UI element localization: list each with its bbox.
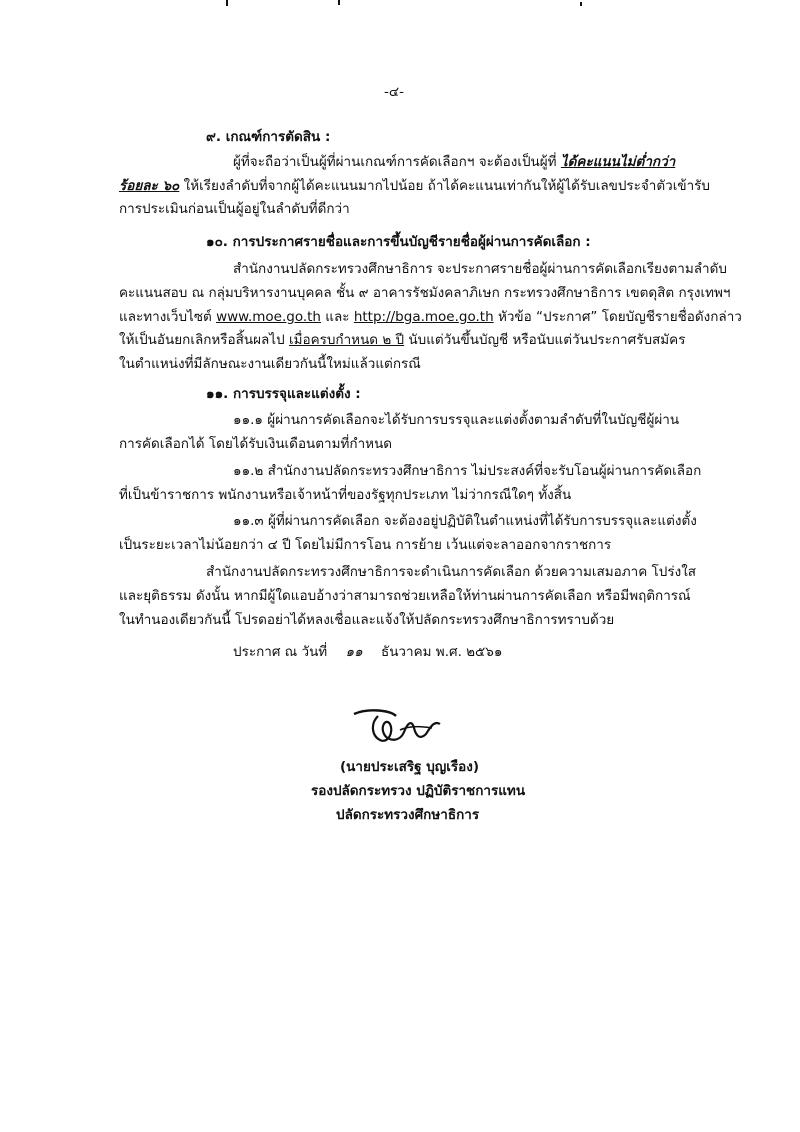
section-10-heading: ๑๐. การประกาศรายชื่อและการขึ้นบัญชีรายชื่อผู้ผ่านการคัดเลือก : (206, 234, 591, 250)
section-10-text: ให้เป็นอันยกเลิกหรือสิ้นผลไป (119, 332, 285, 348)
announcement-date (233, 643, 502, 661)
section-10-line-2: คะแนนสอบ ณ กลุ่มบริหารงานบุคคล ชั้น ๙ อาคารรัชมังคลาภิเษก กระทรวงศึกษาธิการ เขตดุสิต กรุงเทพฯ (119, 285, 731, 301)
section-9-emphasis: ได้คะแนนไม่ต่ำกว่า (560, 154, 676, 170)
section-10-period: เมื่อครบกำหนด ๒ ปี (288, 332, 405, 348)
section-11-item-3-line-1: ๑๑.๓ ผู้ที่ผ่านการคัดเลือก จะต้องอยู่ปฏิบัติในตำแหน่งที่ได้รับการบรรจุและแต่งตั้ง (233, 513, 697, 529)
section-10-line-3 (119, 308, 742, 326)
signature-image (350, 706, 450, 750)
closing-line-2: และยุติธรรม ดังนั้น หากมีผู้ใดแอบอ้างว่าสามารถช่วยเหลือให้ท่านผ่านการคัดเลือก หรือมีพฤติการณ์ (119, 588, 691, 604)
section-10-line-5: ในตำแหน่งที่มีลักษณะงานเดียวกันนี้ใหม่แล้วแต่กรณี (119, 356, 421, 372)
signatory-name: (นายประเสริฐ บุญเรือง) (340, 759, 480, 775)
section-9-text: ให้เรียงลำดับที่จากผู้ได้คะแนนมากไปน้อย ถ้าได้คะแนนเท่ากันให้ผู้ได้รับเลขประจำตัวเข้ารับ (183, 178, 710, 194)
website-link-bga[interactable]: http://bga.moe.go.th (353, 309, 494, 325)
section-9-emphasis-percent: ร้อยละ ๖๐ (119, 178, 180, 194)
signatory-title-1: รองปลัดกระทรวง ปฏิบัติราชการแทน (311, 783, 526, 799)
section-11-item-1-line-2: การคัดเลือกได้ โดยได้รับเงินเดือนตามที่กำหนด (119, 436, 393, 452)
section-10-text: หัวข้อ “ประกาศ” โดยบัญชีรายชื่อดังกล่าว (497, 309, 742, 325)
announcement-day: ๑๑ (345, 644, 363, 660)
announcement-label: ประกาศ ณ วันที่ (233, 644, 328, 660)
section-9-line-2 (119, 177, 710, 195)
section-11-item-3-line-2: เป็นระยะเวลาไม่น้อยกว่า ๔ ปี โดยไม่มีการโอน การย้าย เว้นแต่จะลาออกจากราชการ (119, 537, 612, 553)
section-11-heading: ๑๑. การบรรจุและแต่งตั้ง : (206, 386, 361, 402)
section-10-line-4 (119, 331, 685, 349)
section-10-line-1: สำนักงานปลัดกระทรวงศึกษาธิการ จะประกาศรายชื่อผู้ผ่านการคัดเลือกเรียงตามลำดับ (233, 261, 727, 277)
page-number: -๔- (384, 84, 404, 100)
scan-mark (580, 2, 582, 6)
signatory-title-2: ปลัดกระทรวงศึกษาธิการ (336, 807, 480, 823)
section-9-text: ผู้ที่จะถือว่าเป็นผู้ที่ผ่านเกณฑ์การคัดเลือกฯ จะต้องเป็นผู้ที่ (233, 154, 557, 170)
announcement-month-year: ธันวาคม พ.ศ. ๒๕๖๑ (380, 644, 503, 660)
section-9-line-1 (233, 153, 675, 171)
section-10-text: และ (325, 309, 350, 325)
closing-line-3: ในทำนองเดียวกันนี้ โปรดอย่าได้หลงเชื่อและแจ้งให้ปลัดกระทรวงศึกษาธิการทราบด้วย (119, 612, 615, 628)
scan-mark (226, 0, 228, 6)
section-11-item-1-line-1: ๑๑.๑ ผู้ผ่านการคัดเลือกจะได้รับการบรรจุและแต่งตั้งตามลำดับที่ในบัญชีผู้ผ่าน (233, 412, 680, 428)
section-11-item-2-line-2: ที่เป็นข้าราชการ พนักงานหรือเจ้าหน้าที่ของรัฐทุกประเภท ไม่ว่ากรณีใดๆ ทั้งสิ้น (119, 487, 572, 503)
website-link-moe[interactable]: www.moe.go.th (216, 309, 321, 325)
closing-line-1: สำนักงานปลัดกระทรวงศึกษาธิการจะดำเนินการคัดเลือก ด้วยความเสมอภาค โปร่งใส (206, 564, 697, 580)
section-10-text: และทางเว็บไซต์ (119, 309, 212, 325)
section-9-line-3: การประเมินก่อนเป็นผู้อยู่ในลำดับที่ดีกว่า (119, 201, 350, 217)
section-11-item-2-line-1: ๑๑.๒ สำนักงานปลัดกระทรวงศึกษาธิการ ไม่ประสงค์ที่จะรับโอนผู้ผ่านการคัดเลือก (233, 463, 702, 479)
section-9-heading: ๙. เกณฑ์การตัดสิน : (206, 129, 331, 145)
section-10-text: นับแต่วันขึ้นบัญชี หรือนับแต่วันประกาศรับสมัคร (408, 332, 686, 348)
scan-mark (338, 0, 340, 5)
